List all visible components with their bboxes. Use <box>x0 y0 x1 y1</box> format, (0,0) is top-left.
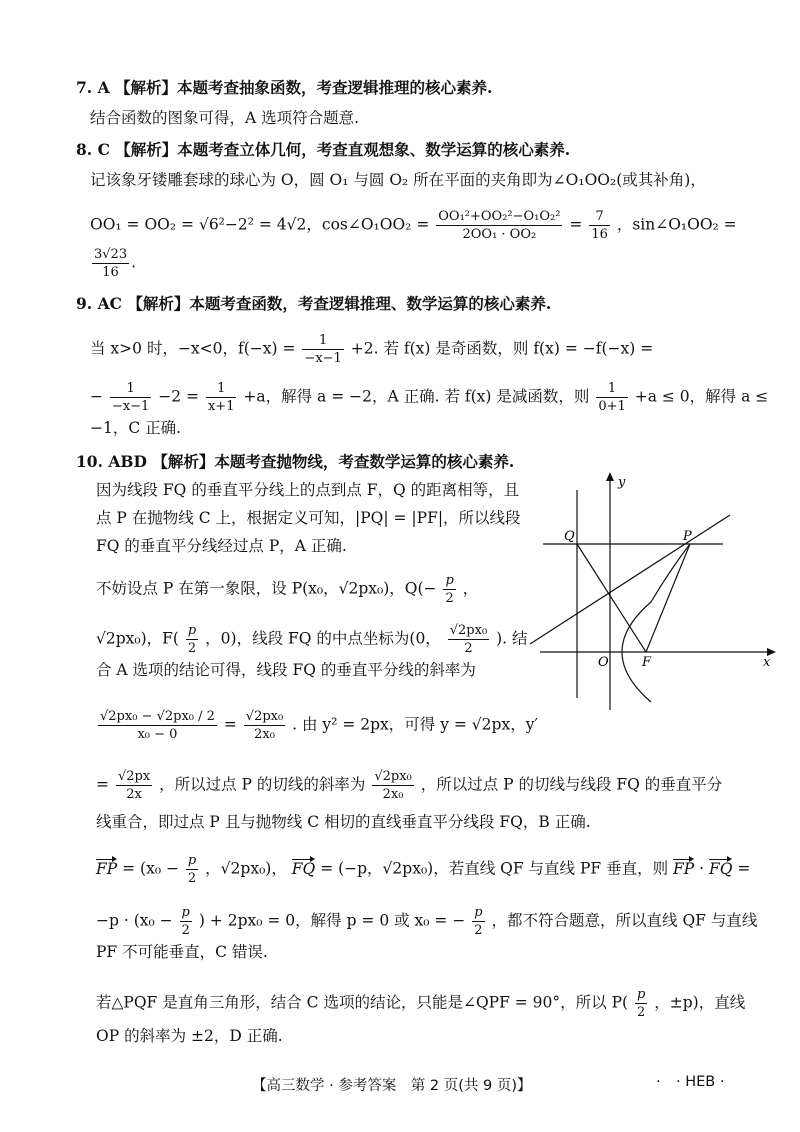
segment-pf <box>646 544 690 652</box>
q10-p2l1-text-b: ， <box>462 579 479 598</box>
q10-slope-fraction-2 <box>244 708 285 743</box>
q10-p3l1-equals: = <box>737 859 751 878</box>
q10-p3l1-dot: · <box>699 859 705 878</box>
q10-slope-num: √2px₀ − √2px₀ / 2 <box>100 709 215 724</box>
q10-p3l1-den: 2 <box>187 871 197 886</box>
q10-slope-num2: √2px₀ <box>245 709 284 724</box>
q10-p1-line-3: FQ 的垂直平分线经过点 P，A 正确. <box>96 537 347 555</box>
q9-fraction-2-num: 1 <box>110 380 151 398</box>
q10-p2-line-4 <box>96 708 538 743</box>
q10-p2l2-text-b: ，0)，线段 FQ 的中点坐标为(0， <box>205 629 441 648</box>
q10-p3l2-text-c: ，都不符合题意，所以直线 QF 与直线 <box>491 911 758 930</box>
q8-cos-value-den: 16 <box>591 227 608 242</box>
q9-fraction-3-num: 1 <box>206 380 237 398</box>
q7-heading: 7. A 【解析】本题考查抽象函数，考查逻辑推理的核心素养. <box>76 78 493 97</box>
q8-sin-value-den: 16 <box>102 265 119 280</box>
q10-p4l1-den: 2 <box>637 1005 646 1020</box>
label-o: O <box>598 655 609 670</box>
vector-fp-1: FP <box>96 859 118 878</box>
segment-qf <box>577 544 646 652</box>
q10-p2-line-1 <box>96 572 478 607</box>
q10-p2l2-text-c: ). 结 <box>496 629 528 648</box>
q10-p2-line-6: 线重合，即过点 P 且与抛物线 C 相切的直线垂直平分线段 FQ，B 正确. <box>96 813 591 831</box>
q10-derivative-fraction <box>116 768 152 803</box>
q10-p3l2-den2: 2 <box>474 923 483 938</box>
q10-derivative-num: √2px <box>117 769 151 784</box>
q10-p4-line-1 <box>96 986 745 1021</box>
q10-p3-line-1 <box>96 852 750 887</box>
q9-line-1 <box>90 332 653 367</box>
q10-p4l1-num: p <box>637 987 646 1002</box>
q10-p2l1-fraction <box>443 572 455 607</box>
q10-p3l2-text-b: ) + 2px₀ = 0，解得 p = 0 或 x₀ = − <box>198 911 466 930</box>
q10-heading: 10. ABD 【解析】本题考查抛物线，考查数学运算的核心素养. <box>76 452 515 471</box>
q10-p3-line-3: PF 不可能垂直，C 错误. <box>96 943 268 961</box>
q10-p3l2-num2: p <box>474 905 483 920</box>
q10-p3-line-2 <box>96 904 757 939</box>
q10-tangent-num: √2px₀ <box>374 769 412 784</box>
q10-p3l2-fraction-1 <box>180 904 192 939</box>
label-q: Q <box>564 529 575 544</box>
q8-cos-value-num: 7 <box>589 208 610 226</box>
q10-p4l1-text-a: 若△PQF 是直角三角形，结合 C 选项的结论，只能是∠QPF = 90°，所以 P( <box>96 993 629 1012</box>
q10-p2l2-den2: 2 <box>464 641 473 656</box>
q10-p2l2-num: p <box>187 623 197 638</box>
q9-fraction-3-den: x+1 <box>207 399 235 414</box>
q10-p2-line-5 <box>96 768 722 803</box>
q10-p2l5-equals: = <box>96 775 109 794</box>
q10-p2l2-fraction-1 <box>186 622 198 657</box>
q10-p3l2-num: p <box>181 905 190 920</box>
q10-p4-line-2: OP 的斜率为 ±2，D 正确. <box>96 1027 283 1045</box>
q8-line-3 <box>90 246 136 281</box>
q9-fraction-3 <box>206 380 237 415</box>
q10-tangent-den: 2x₀ <box>382 787 404 802</box>
vector-fq-2: FQ <box>709 859 733 878</box>
q10-p3l1-text-e: = (−p，√2px₀)，若直线 QF 与直线 PF 垂直，则 <box>320 859 669 878</box>
q10-p4l1-fraction <box>635 986 647 1021</box>
footer-dot: · <box>656 1074 661 1090</box>
q9-fraction-1-num: 1 <box>302 332 343 350</box>
label-f: F <box>642 655 652 670</box>
vector-fp-2: FP <box>673 859 695 878</box>
q8-line2-text-a: OO₁ = OO₂ = √6²−2² = 4√2，cos∠O₁OO₂ = <box>90 215 430 234</box>
q9-line1-text-a: 当 x>0 时，−x<0，f(−x) = <box>90 339 296 358</box>
q8-line-1: 记该象牙镂雕套球的球心为 O，圆 O₁ 与圆 O₂ 所在平面的夹角即为∠O₁OO₂(或其补角)， <box>90 171 706 189</box>
q10-p3l1-text-c: ，√2px₀)， <box>205 859 287 878</box>
q9-heading: 9. AC 【解析】本题考查函数，考查逻辑推理、数学运算的核心素养. <box>76 294 552 313</box>
q8-cos-value <box>589 208 610 243</box>
q10-p2l2-den: 2 <box>187 641 197 656</box>
q9-line2-text-d: +a ≤ 0，解得 a ≤ <box>634 387 769 406</box>
q10-slope-den: x₀ − 0 <box>137 727 178 742</box>
q10-p3l2-den: 2 <box>181 923 190 938</box>
q8-line-2 <box>90 208 737 243</box>
q8-heading: 8. C 【解析】本题考查立体几何，考查直观想象、数学运算的核心素养. <box>76 140 571 159</box>
q10-p2l1-text-a: 不妨设点 P 在第一象限，设 P(x₀，√2px₀)，Q(− <box>96 579 437 598</box>
q10-p3l1-fraction <box>186 852 198 887</box>
q10-p2-line-2 <box>96 622 528 657</box>
q10-p4l1-text-b: ，±p)，直线 <box>654 993 746 1012</box>
q9-line2-text-a: − <box>90 387 103 406</box>
q10-p2l5-text-b: ，所以过点 P 的切线的斜率为 <box>159 775 366 794</box>
q10-p2l2-num2: √2px₀ <box>449 623 488 638</box>
q8-sin-value <box>92 246 129 281</box>
q10-p2l1-num: p <box>445 573 454 588</box>
y-axis-arrow <box>606 472 614 481</box>
q8-cos-numerator: OO₁²+OO₂²−O₁O₂² <box>438 209 561 224</box>
q7-body: 结合函数的图象可得，A 选项符合题意. <box>90 109 360 127</box>
footer-page-info: 【高三数学 · 参考答案 第 2 页(共 9 页)】 <box>252 1078 532 1094</box>
q9-fraction-4-num: 1 <box>596 380 627 398</box>
q10-p3l1-num: p <box>187 853 197 868</box>
q10-p3l1-text-b: = (x₀ − <box>122 859 179 878</box>
q9-line2-text-b: −2 = <box>158 387 200 406</box>
q9-fraction-2-den: −x−1 <box>111 399 150 414</box>
q9-line1-text-b: +2. 若 f(x) 是奇函数，则 f(x) = −f(−x) = <box>350 339 654 358</box>
q8-line2-text-c: ，sin∠O₁OO₂ = <box>616 215 737 234</box>
y-axis-label: y <box>618 475 626 490</box>
q9-line-2 <box>90 380 768 415</box>
q8-cos-fraction <box>436 208 562 243</box>
q10-p2l2-text-a: √2px₀)，F( <box>96 629 179 648</box>
footer-code: · HEB · <box>676 1074 725 1090</box>
parabola-figure <box>525 470 780 715</box>
q10-p2l2-fraction-2 <box>448 622 489 657</box>
q9-line-3: −1，C 正确. <box>90 419 182 437</box>
label-p: P <box>683 529 692 544</box>
q10-tangent-slope-fraction <box>372 768 413 803</box>
q8-sin-value-num: 3√23 <box>94 247 128 262</box>
q10-p2l5-text-c: ，所以过点 P 的切线与线段 FQ 的垂直平分 <box>420 775 723 794</box>
q9-fraction-1-den: −x−1 <box>304 351 342 366</box>
q10-derivative-den: 2x <box>126 787 142 802</box>
q10-p1-line-1: 因为线段 FQ 的垂直平分线上的点到点 F，Q 的距离相等，且 <box>96 481 520 499</box>
q10-p2l1-den: 2 <box>445 591 454 606</box>
q8-equals: = <box>569 215 583 234</box>
q10-p2-line-3: 合 A 选项的结论可得，线段 FQ 的垂直平分线的斜率为 <box>96 661 476 679</box>
q9-fraction-2 <box>110 380 151 415</box>
q10-p3l2-text-a: −p · (x₀ − <box>96 911 173 930</box>
q10-p2l4-text-c: . 由 y² = 2px，可得 y = √2px，y′ <box>292 715 538 734</box>
q9-line2-text-c: +a，解得 a = −2，A 正确. 若 f(x) 是减函数，则 <box>243 387 590 406</box>
q10-slope-den2: 2x₀ <box>254 727 275 742</box>
q8-end-period: . <box>131 253 137 272</box>
vector-fq-1: FQ <box>291 859 316 878</box>
q10-p1-line-2: 点 P 在抛物线 C 上，根据定义可知，|PQ| = |PF|，所以线段 <box>96 509 521 527</box>
q9-fraction-4 <box>596 380 627 415</box>
q9-fraction-1 <box>302 332 343 367</box>
x-axis-label: x <box>763 655 771 670</box>
q10-p3l2-fraction-2 <box>472 904 484 939</box>
q10-p2l4-equals: = <box>223 715 237 734</box>
q9-fraction-4-den: 0+1 <box>598 399 626 414</box>
q10-slope-fraction-1 <box>98 708 217 743</box>
q8-cos-denominator: 2OO₁ · OO₂ <box>462 227 537 242</box>
